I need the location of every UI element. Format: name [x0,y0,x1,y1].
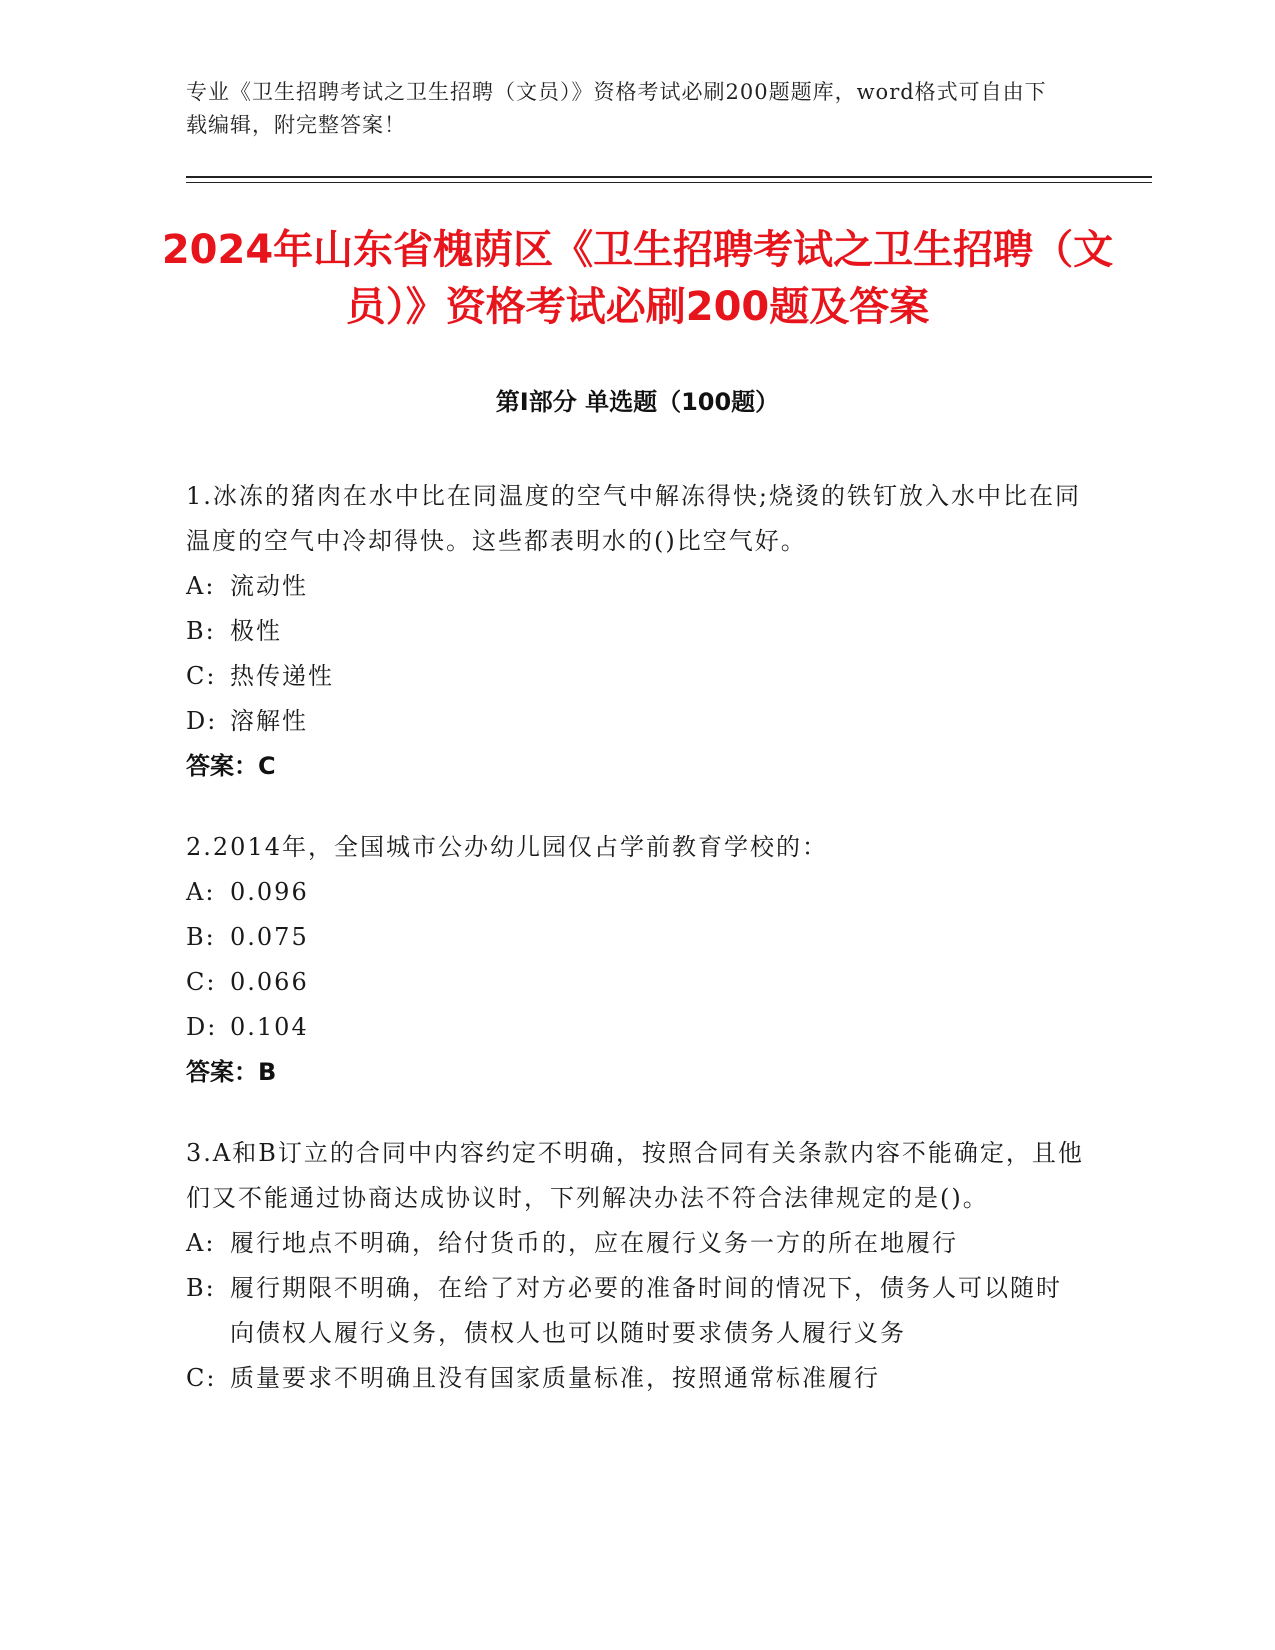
option-letter: B: [186,1274,216,1302]
question-list [186,474,1086,1437]
option-d [186,1005,1086,1050]
option-letter: A: [186,1229,216,1257]
option-letter: B: [186,617,216,645]
answer-line: 答案：C [186,752,276,780]
option-c [186,960,1086,1005]
option-letter: D: [186,707,218,735]
option-letter: A: [186,878,216,906]
section-heading: 第Ⅰ部分 单选题（100题） [495,388,780,416]
option-letter: C: [186,968,217,996]
option-a [186,564,1086,609]
option-text: 0.096 [230,878,309,906]
header-rule-thin [186,182,1152,183]
option-c [186,654,1086,699]
document-title: 2024年山东省槐荫区《卫生招聘考试之卫生招聘（文员）》资格考试必刷200题及答案 [161,227,1114,330]
question-text: 2.2014年，全国城市公办幼儿园仅占学前教育学校的： [186,833,828,861]
option-b [186,1266,1086,1356]
question-2 [186,825,1086,1095]
option-letter: B: [186,923,216,951]
option-b [186,915,1086,960]
option-text: 0.066 [230,968,309,996]
option-text: 热传递性 [230,662,334,690]
option-text: 履行期限不明确，在给了对方必要的准备时间的情况下，债务人可以随时向债权人履行义务，债权人也可以随时要求债务人履行义务 [230,1274,1062,1347]
question-text: 1.冰冻的猪肉在水中比在同温度的空气中解冻得快;烧烫的铁钉放入水中比在同温度的空气中冷却得快。这些都表明水的()比空气好。 [186,482,1081,555]
option-c [186,1356,1086,1401]
option-b [186,609,1086,654]
question-1 [186,474,1086,789]
option-letter: C: [186,1364,217,1392]
option-text: 0.075 [230,923,309,951]
option-text: 0.104 [230,1013,309,1041]
option-text: 溶解性 [230,707,308,735]
header-note: 专业《卫生招聘考试之卫生招聘（文员）》资格考试必刷200题题库，word格式可自由下载编辑，附完整答案！ [186,80,1047,137]
question-text: 3.A和B订立的合同中内容约定不明确，按照合同有关条款内容不能确定，且他们又不能通过协商达成协议时，下列解决办法不符合法律规定的是()。 [186,1139,1084,1212]
header-rule-thick [186,176,1152,178]
option-letter: A: [186,572,216,600]
question-3 [186,1131,1086,1401]
option-letter: D: [186,1013,218,1041]
option-letter: C: [186,662,217,690]
option-a [186,870,1086,915]
option-text: 极性 [230,617,282,645]
answer-line: 答案：B [186,1058,277,1086]
option-a [186,1221,1086,1266]
option-d [186,699,1086,744]
option-text: 质量要求不明确且没有国家质量标准，按照通常标准履行 [230,1364,880,1392]
option-text: 履行地点不明确，给付货币的，应在履行义务一方的所在地履行 [230,1229,958,1257]
option-text: 流动性 [230,572,308,600]
